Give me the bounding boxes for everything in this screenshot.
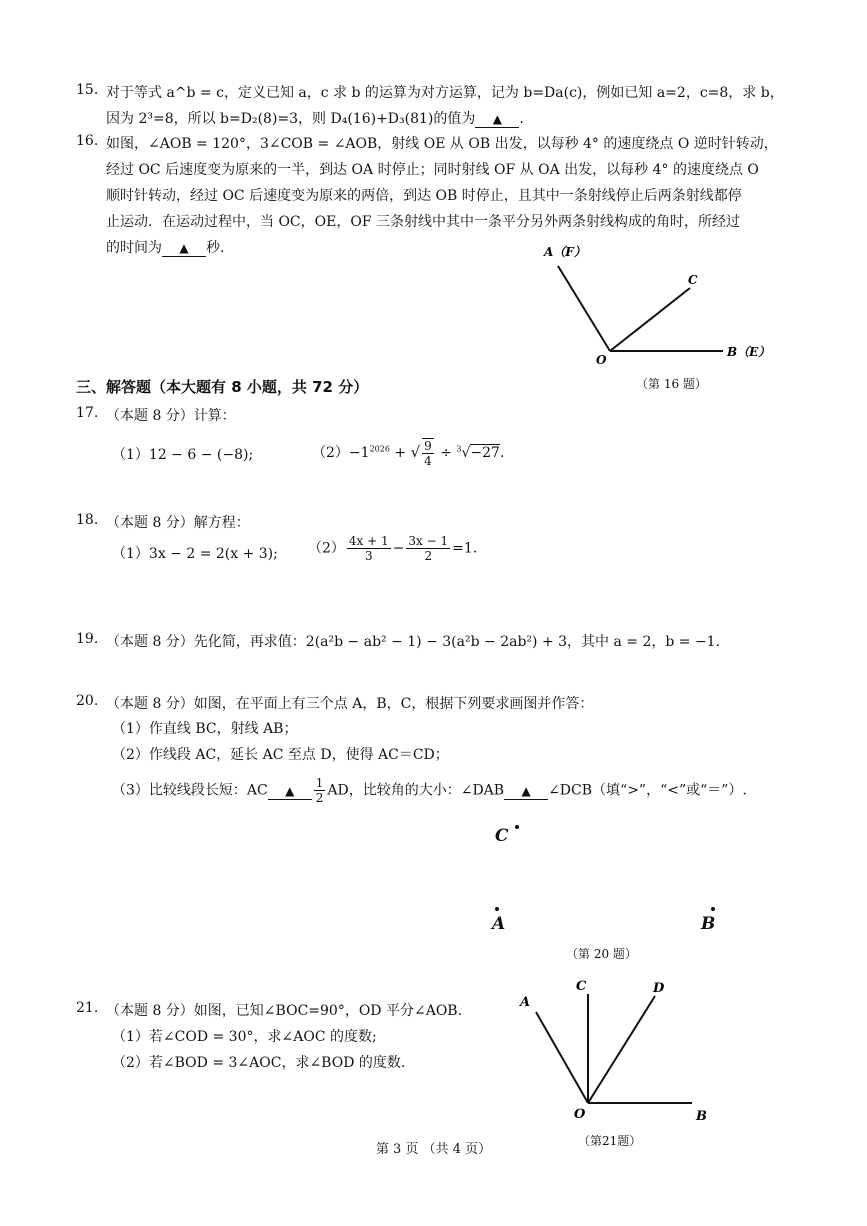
label-c: C	[688, 273, 698, 287]
question-heading: （本题 8 分）如图，在平面上有三个点 A，B，C，根据下列要求画图并作答：	[106, 696, 594, 712]
question-text-line	[106, 108, 524, 128]
question-number: 19.	[76, 631, 99, 647]
question-number: 21.	[76, 1000, 99, 1016]
question-number: 15.	[76, 82, 99, 98]
question-text-line: 如图，∠AOB = 120°，3∠COB = ∠AOB，射线 OE 从 OB 出发，以每秒 4° 的速度绕点 O 逆时针转动，	[106, 136, 778, 152]
label-c: C	[576, 979, 587, 994]
point-c-label: C	[495, 826, 509, 846]
question-text-line: 止运动．在运动过程中，当 OC，OE，OF 三条射线中其中一条平分另外两条射线构成的角时，所经过	[106, 214, 740, 230]
answer-blank: ▲	[504, 783, 548, 800]
label-b-e: B（E）	[727, 345, 771, 359]
figure-caption: （第 16 题）	[636, 377, 707, 391]
point-c	[515, 825, 519, 829]
question-heading: （本题 8 分）计算：	[106, 408, 236, 424]
point-b-label: B	[701, 914, 716, 934]
question-text-line: 经过 OC 后速度变为原来的一半，到达 OA 时停止；同时射线 OF 从 OA 出发，以每秒 4° 的速度绕点 O	[106, 162, 759, 178]
question-number: 16.	[76, 133, 99, 149]
question-text: 秒.	[206, 240, 225, 256]
label-a: A	[520, 995, 531, 1010]
question-text: （本题 8 分）先化简，再求值：2(a²b − ab² − 1) − 3(a²b − 2ab²) + 3，其中 a = 2，b = −1.	[106, 634, 721, 650]
section-heading: 三、解答题（本大题有 8 小题，共 72 分）	[76, 378, 369, 396]
ray-oa	[536, 1012, 588, 1103]
part-2: （2） $\frac{4x + 1}{3}$ − $\frac{3x - 1}{2}$ =1.	[308, 534, 478, 563]
answer-blank: ▲	[268, 783, 312, 800]
figure-16	[530, 240, 790, 370]
question-number: 20.	[76, 693, 99, 709]
question-text: 因为 2³=8，所以 b=D₂(8)=3，则 D₄(16)+D₃(81)的值为	[106, 111, 476, 127]
question-text: .	[519, 111, 524, 127]
part-3: （3）比较线段长短：AC ▲ $\frac{1}{2}$ AD，比较角的大小：∠DAB ▲ ∠DCB（填“>”，“<”或“＝”）.	[112, 776, 747, 805]
part-1: （1）若∠COD = 30°，求∠AOC 的度数;	[112, 1029, 377, 1045]
ray-oc	[610, 288, 690, 351]
part-1: （1）12 − 6 − (−8);	[112, 447, 254, 463]
point-b	[711, 907, 715, 911]
page-footer: 第 3 页 （共 4 页）	[375, 1142, 492, 1157]
part-2: （2）作线段 AC，延长 AC 至点 D，使得 AC＝CD；	[112, 747, 449, 763]
point-a	[495, 907, 499, 911]
question-text-line: 对于等式 a^b = c，定义已知 a，c 求 b 的运算为对方运算，记为 b=Da(c)，例如已知 a=2，c=8，求 b，	[106, 85, 784, 101]
ray-od	[588, 996, 655, 1103]
answer-blank: ▲	[162, 240, 206, 257]
point-a-label: A	[492, 914, 506, 934]
label-a-f: A（F）	[544, 245, 586, 259]
question-text-line	[106, 237, 224, 257]
figure-caption: （第21题）	[578, 1134, 642, 1148]
question-number: 17.	[76, 405, 99, 421]
question-heading: （本题 8 分）解方程：	[106, 515, 250, 531]
question-number: 18.	[76, 512, 99, 528]
part-1: （1）作直线 BC，射线 AB；	[112, 721, 298, 737]
ray-oa	[558, 266, 610, 351]
label-o: O	[596, 353, 607, 367]
question-text: 的时间为	[106, 240, 162, 256]
part-2: $(2)-1^{2026}$ + √ $\frac{9}{4}$ ÷ $^3$√−27.	[312, 439, 505, 468]
label-o: O	[574, 1107, 586, 1122]
label-b: B	[696, 1109, 707, 1124]
figure-21	[510, 970, 730, 1130]
figure-caption: （第 20 题）	[566, 947, 637, 961]
question-text-line: 顺时针转动，经过 OC 后速度变为原来的两倍，到达 OB 时停止，且其中一条射线停止后两条射线都停	[106, 188, 742, 204]
answer-blank: ▲	[475, 111, 519, 128]
question-heading: （本题 8 分）如图，已知∠BOC=90°，OD 平分∠AOB.	[106, 1003, 463, 1019]
label-d: D	[653, 981, 665, 996]
part-2: （2）若∠BOD = 3∠AOC，求∠BOD 的度数.	[112, 1055, 406, 1071]
part-1: （1）3x − 2 = 2(x + 3);	[112, 546, 278, 562]
